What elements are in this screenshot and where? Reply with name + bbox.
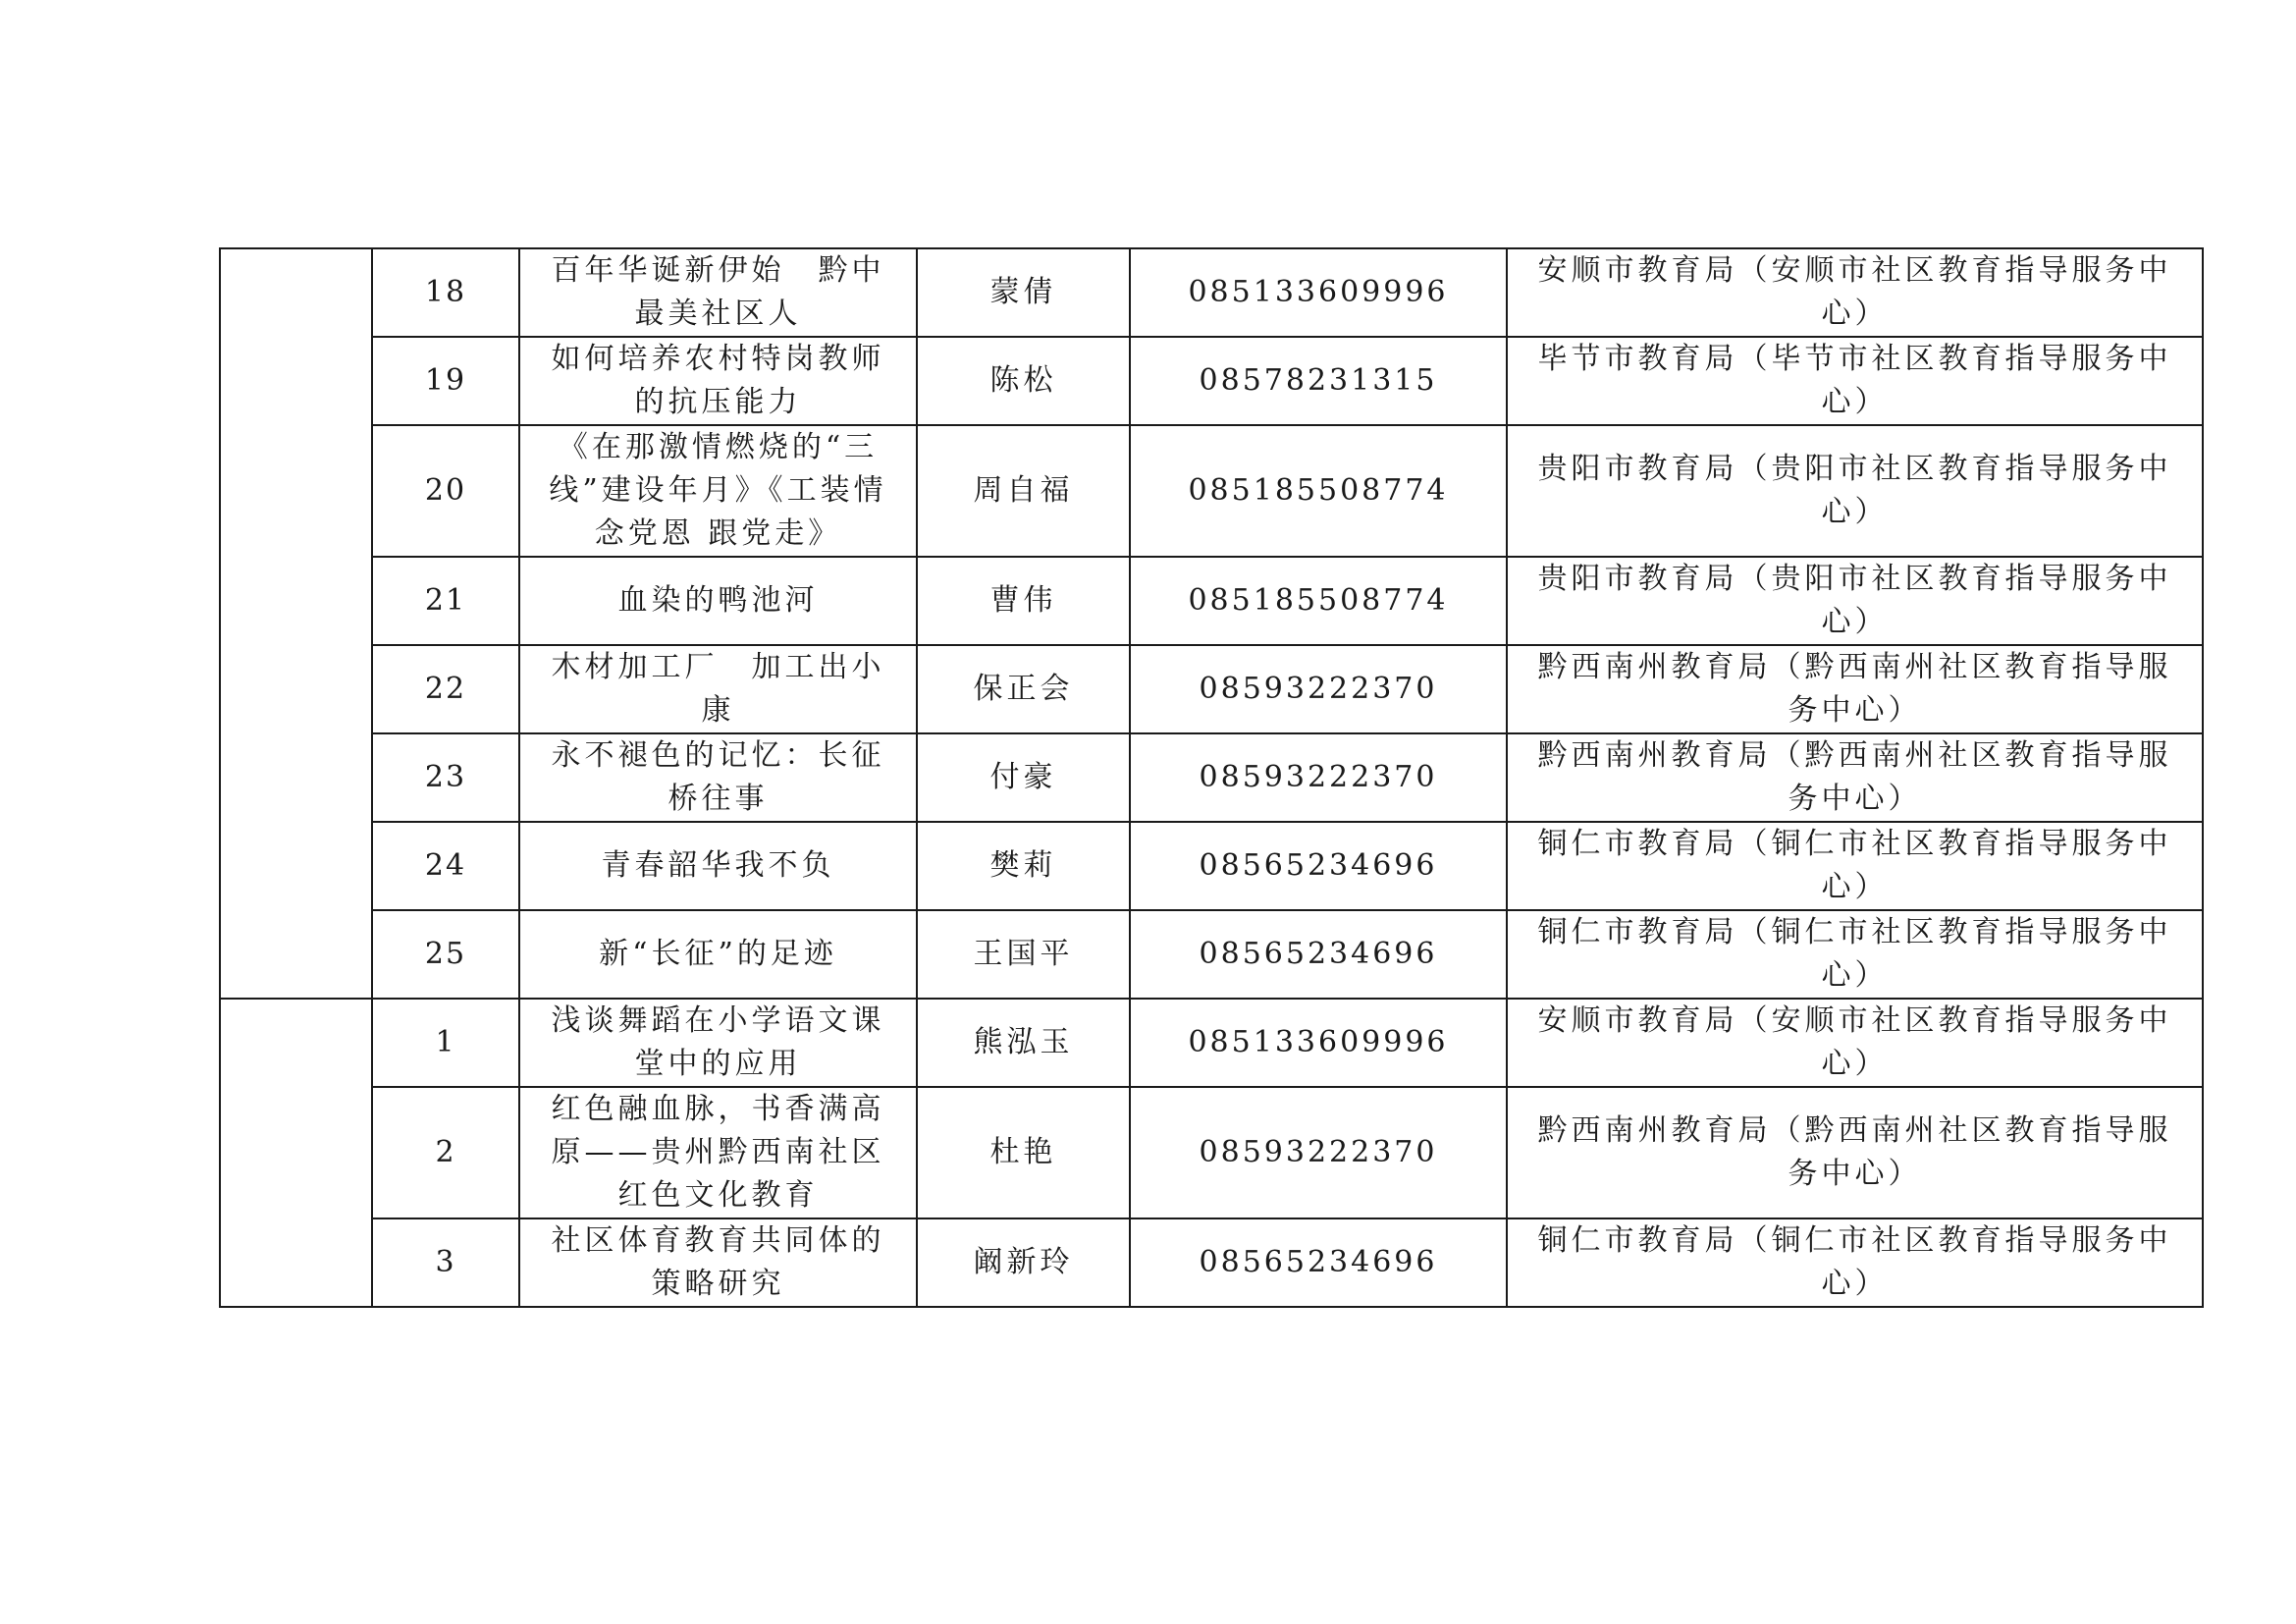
recommending-unit: 毕节市教育局（毕节市社区教育指导服务中心）: [1507, 337, 2203, 425]
table-row: [220, 822, 2203, 910]
phone-number: 085133609996: [1130, 248, 1507, 337]
row-number: 3: [372, 1218, 519, 1307]
author-name: 王国平: [917, 910, 1130, 999]
author-name: 樊莉: [917, 822, 1130, 910]
recommending-unit: 铜仁市教育局（铜仁市社区教育指导服务中心）: [1507, 1218, 2203, 1307]
phone-number: 08565234696: [1130, 910, 1507, 999]
category-cell: [220, 999, 372, 1307]
phone-number: 085133609996: [1130, 999, 1507, 1087]
table-row: [220, 1218, 2203, 1307]
recommending-unit: 铜仁市教育局（铜仁市社区教育指导服务中心）: [1507, 822, 2203, 910]
phone-number: 08565234696: [1130, 822, 1507, 910]
work-title: 红色融血脉，书香满高原——贵州黔西南社区红色文化教育: [519, 1087, 917, 1218]
work-title: 《在那激情燃烧的“三线”建设年月》《工装情念党恩 跟党走》: [519, 425, 917, 557]
row-number: 20: [372, 425, 519, 557]
work-title: 木材加工厂 加工出小康: [519, 645, 917, 733]
row-number: 25: [372, 910, 519, 999]
work-title: 百年华诞新伊始 黔中最美社区人: [519, 248, 917, 337]
recommending-unit: 贵阳市教育局（贵阳市社区教育指导服务中心）: [1507, 557, 2203, 645]
table-row: [220, 248, 2203, 337]
author-name: 陈松: [917, 337, 1130, 425]
author-name: 付豪: [917, 733, 1130, 822]
table-row: [220, 425, 2203, 557]
recommending-unit: 贵阳市教育局（贵阳市社区教育指导服务中心）: [1507, 425, 2203, 557]
work-title: 如何培养农村特岗教师的抗压能力: [519, 337, 917, 425]
author-name: 蒙倩: [917, 248, 1130, 337]
phone-number: 08593222370: [1130, 733, 1507, 822]
recommending-unit: 黔西南州教育局（黔西南州社区教育指导服务中心）: [1507, 645, 2203, 733]
phone-number: 08593222370: [1130, 645, 1507, 733]
table-row: [220, 910, 2203, 999]
table-row: [220, 337, 2203, 425]
author-name: 曹伟: [917, 557, 1130, 645]
author-name: 保正会: [917, 645, 1130, 733]
work-title: 新“长征”的足迹: [519, 910, 917, 999]
table-row: [220, 999, 2203, 1087]
work-title: 血染的鸭池河: [519, 557, 917, 645]
table-row: [220, 1087, 2203, 1218]
recommending-unit: 黔西南州教育局（黔西南州社区教育指导服务中心）: [1507, 733, 2203, 822]
recommending-unit: 安顺市教育局（安顺市社区教育指导服务中心）: [1507, 248, 2203, 337]
row-number: 21: [372, 557, 519, 645]
recommending-unit: 铜仁市教育局（铜仁市社区教育指导服务中心）: [1507, 910, 2203, 999]
category-cell: [220, 248, 372, 999]
row-number: 2: [372, 1087, 519, 1218]
table-row: [220, 733, 2203, 822]
phone-number: 08593222370: [1130, 1087, 1507, 1218]
phone-number: 085185508774: [1130, 557, 1507, 645]
table-row: [220, 557, 2203, 645]
row-number: 1: [372, 999, 519, 1087]
award-list-table: [219, 247, 2204, 1308]
author-name: 熊泓玉: [917, 999, 1130, 1087]
row-number: 18: [372, 248, 519, 337]
work-title: 青春韶华我不负: [519, 822, 917, 910]
work-title: 浅谈舞蹈在小学语文课堂中的应用: [519, 999, 917, 1087]
phone-number: 085185508774: [1130, 425, 1507, 557]
table-row: [220, 645, 2203, 733]
row-number: 24: [372, 822, 519, 910]
phone-number: 08565234696: [1130, 1218, 1507, 1307]
author-name: 阚新玲: [917, 1218, 1130, 1307]
recommending-unit: 黔西南州教育局（黔西南州社区教育指导服务中心）: [1507, 1087, 2203, 1218]
recommending-unit: 安顺市教育局（安顺市社区教育指导服务中心）: [1507, 999, 2203, 1087]
phone-number: 08578231315: [1130, 337, 1507, 425]
author-name: 杜艳: [917, 1087, 1130, 1218]
row-number: 23: [372, 733, 519, 822]
row-number: 22: [372, 645, 519, 733]
work-title: 社区体育教育共同体的策略研究: [519, 1218, 917, 1307]
work-title: 永不褪色的记忆：长征桥往事: [519, 733, 917, 822]
row-number: 19: [372, 337, 519, 425]
author-name: 周自福: [917, 425, 1130, 557]
